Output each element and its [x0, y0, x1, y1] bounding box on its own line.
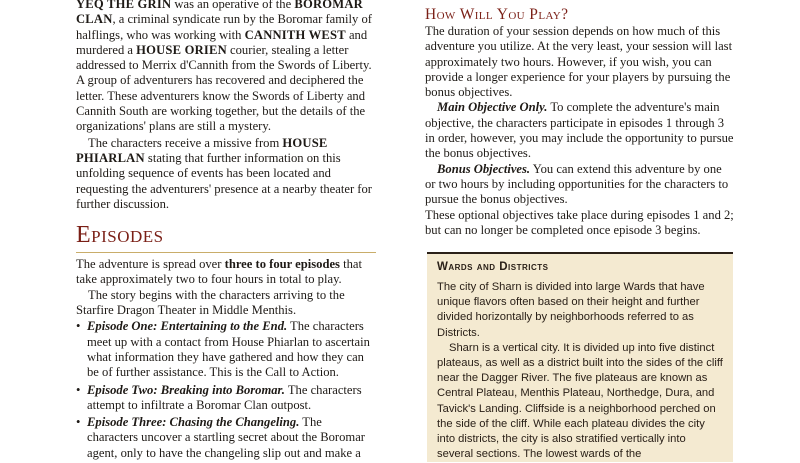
main-objective-title: Main Objective Only.: [437, 100, 548, 115]
intro-text-4: courier, stealing a letter addressed to Merrix d'Cannith from the Swords of Liberty. A group of adventurers has recovered and deciphered the letter. These adventurers know the Swords of Liberty and Cannith South are working together, but the details of the organizations' plans are still a mystery.: [76, 42, 372, 134]
heading-rule: [76, 252, 376, 253]
missive-text-1: The characters receive a missive from: [88, 135, 283, 150]
bonus-objectives-text: You can extend this adventure by one or two hours by including opportunities for the characters to pursue the bonus objectives.: [425, 161, 729, 207]
bonus-objectives-paragraph: [425, 162, 735, 208]
bullet-icon: •: [76, 319, 81, 334]
episode-title: Episode Two: Breaking into Boromar.: [87, 382, 285, 397]
intro-text-3: and murdered a: [76, 27, 368, 57]
npc-name-yeq: YEQ THE GRIN: [76, 0, 172, 11]
episodes-heading: Episodes: [76, 222, 164, 249]
org-boromar-clan: BOROMAR CLAN: [76, 0, 363, 27]
org-house-phiarlan: HOUSE PHIARLAN: [76, 135, 328, 165]
list-item: [76, 319, 376, 380]
sidebar-title: Wards and Districts: [437, 261, 549, 273]
episode-text: The characters attempt to infiltrate a Boromar Clan outpost.: [87, 382, 362, 412]
episode-title: Episode Three: Chasing the Changeling.: [87, 415, 300, 430]
org-cannith-west: CANNITH WEST: [244, 27, 346, 42]
bullet-icon: •: [76, 382, 81, 397]
right-column: [425, 0, 735, 238]
sidebar-paragraph-1: The city of Sharn is divided into large Wards that have unique flavors often based on their height and further divided horizontally by neighborhoods referred to as Districts.: [437, 281, 705, 339]
bullet-icon: •: [76, 415, 81, 430]
episodes-paragraph-1: [76, 257, 376, 288]
episodes-paragraph-2: The story begins with the characters arriving to the Starfire Dragon Theater in Middle Menthis.: [76, 287, 345, 318]
intro-text-1: was an operative of the: [171, 0, 295, 11]
wards-and-districts-sidebar: [427, 252, 733, 462]
episode-title: Episode One: Entertaining to the End.: [87, 319, 288, 334]
main-objective-text: To complete the adventure's main objective, the characters participate in episodes 1 through 3 in order, however, you may include the opportunity to pursue the bonus objectives.: [425, 100, 734, 161]
sidebar-paragraph-2: Sharn is a vertical city. It is divided up into five distinct plateaus, as well as a district built into the sides of the cliff near the Dagger River. The five plateaus are known as Central Plateau, Menthis Plateau, Northedge, Dura, and Tavick's Landing. Cliffside is a neighborhood perched on the side of the cliff. While each plateau divides the city into districts, the city is also stratified vertically into several sections. The lowest wards of the: [437, 341, 723, 461]
bonus-objectives-title: Bonus Objectives.: [437, 161, 531, 176]
episode-text: The characters uncover a startling secret about the Boromar agent, only to have the changeling slip out and make a: [87, 415, 365, 460]
main-objective-paragraph: [425, 100, 735, 161]
duration-paragraph: The duration of your session depends on how much of this adventure you utilize. At the very least, your session will last approximately two hours. However, if you wish, you can provide a longer experience for your players by pursuing the bonus objectives.: [425, 24, 733, 100]
missive-text-2: stating that further information on this unfolding sequence of events has been located and requesting the adventurers' presence at a nearby theater for further discussion.: [76, 150, 372, 211]
episodes-text-1: The adventure is spread over: [76, 257, 225, 272]
intro-paragraph: [76, 0, 376, 135]
left-column: [76, 0, 376, 463]
episode-list: [76, 319, 376, 461]
list-item: [76, 415, 376, 461]
episodes-text-2: that take approximately two to four hours in total to play.: [76, 257, 362, 287]
missive-paragraph: [76, 136, 376, 212]
episodes-bold: three to four episodes: [224, 257, 340, 272]
optional-objectives-paragraph: These optional objectives take place during episodes 1 and 2; but can no longer be completed once episode 3 begins.: [425, 207, 734, 237]
list-item: [76, 383, 376, 414]
episode-text: The characters meet up with a contact from House Phiarlan to ascertain what information they have gathered and how they can be of further assistance. This is the Call to Action.: [87, 319, 370, 380]
how-will-you-play-heading: How Will You Play?: [425, 6, 569, 23]
org-house-orien: HOUSE ORIEN: [136, 42, 227, 57]
intro-text-2: , a criminal syndicate run by the Boromar family of halflings, who was working with: [76, 12, 372, 42]
